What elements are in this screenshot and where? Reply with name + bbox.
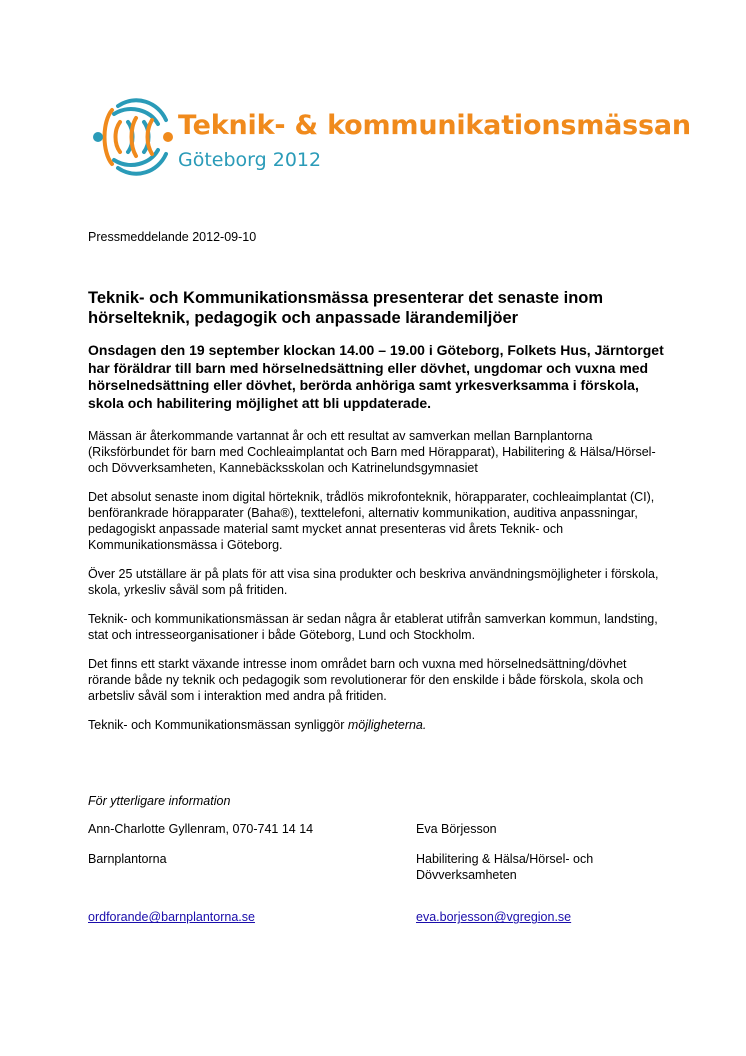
contact-left xyxy=(88,821,388,925)
contact-email-link[interactable]: eva.borjesson@vgregion.se xyxy=(416,910,572,925)
closing-paragraph xyxy=(88,717,668,733)
contacts xyxy=(88,821,668,951)
body-paragraph: Över 25 utställare är på plats för att visa sina produkter och beskriva användningsmöjligheter i förskola, skola, yrkesliv såväl som på fritiden. xyxy=(88,567,659,598)
contact-organization: Habilitering & Hälsa/Hörsel- och Dövverksamheten xyxy=(416,852,594,883)
contact-organization: Barnplantorna xyxy=(88,852,167,867)
closing-emphasis: möjligheterna. xyxy=(347,718,427,733)
press-release-date: Pressmeddelande 2012-09-10 xyxy=(88,230,257,244)
body-paragraph: Mässan är återkommande vartannat år och ett resultat av samverkan mellan Barnplantorna (Riksförbundet för barn med Cochleaimplantat och Barn med Hörapparat), Habilitering & Hälsa/Hörsel- och Dövverksamheten, Kannebäcksskolan och Katrinelundsgymnasiet xyxy=(88,429,656,476)
contact-name: Ann-Charlotte Gyllenram, 070-741 14 14 xyxy=(88,822,314,837)
logo-title: Teknik- & kommunikationsmässan xyxy=(178,110,691,141)
sound-wave-logo-icon xyxy=(88,92,174,182)
body-paragraph: Det finns ett starkt växande intresse inom området barn och vuxna med hörselnedsättning/dövhet rörande både ny teknik och pedagogik som revolutionerar för den enskilde i både förskola, skola och arbetsliv såväl som i interaktion med andra på fritiden. xyxy=(88,657,644,704)
logo-subtitle: Göteborg 2012 xyxy=(178,149,322,171)
headline: Teknik- och Kommunikationsmässa presenterar det senaste inom hörselteknik, pedagogik och anpassade lärandemiljöer xyxy=(88,289,604,327)
lead-paragraph: Onsdagen den 19 september klockan 14.00 – 19.00 i Göteborg, Folkets Hus, Järntorget har föräldrar till barn med hörselnedsättning eller dövhet, ungdomar och vuxna med hörselnedsättning eller dövhet, berörda anhöriga samt yrkesverksamma i förskola, skola och habilitering möjlighet att bli uppdaterade. xyxy=(88,342,664,411)
press-release-body xyxy=(88,229,668,951)
more-info-label: För ytterligare information xyxy=(88,794,231,809)
body-paragraph: Teknik- och kommunikationsmässan är sedan några år etablerat utifrån samverkan kommun, landsting, stat och intresseorganisationer i både Göteborg, Lund och Stockholm. xyxy=(88,612,658,643)
event-logo xyxy=(88,92,691,182)
contact-email-link[interactable]: ordforande@barnplantorna.se xyxy=(88,910,255,925)
contact-right xyxy=(416,821,646,925)
body-paragraph: Det absolut senaste inom digital hörteknik, trådlös mikrofonteknik, hörapparater, cochleaimplantat (CI), benförankrade hörapparater (Baha®), texttelefoni, alternativ kommunikation, auditiva anpassningar, pedagogiskt anpassade material samt mycket annat presenteras vid årets Teknik- och Kommunikationsmässa i Göteborg. xyxy=(88,490,655,553)
contact-name: Eva Börjesson xyxy=(416,822,497,837)
closing-text: Teknik- och Kommunikationsmässan synliggör xyxy=(88,718,348,733)
